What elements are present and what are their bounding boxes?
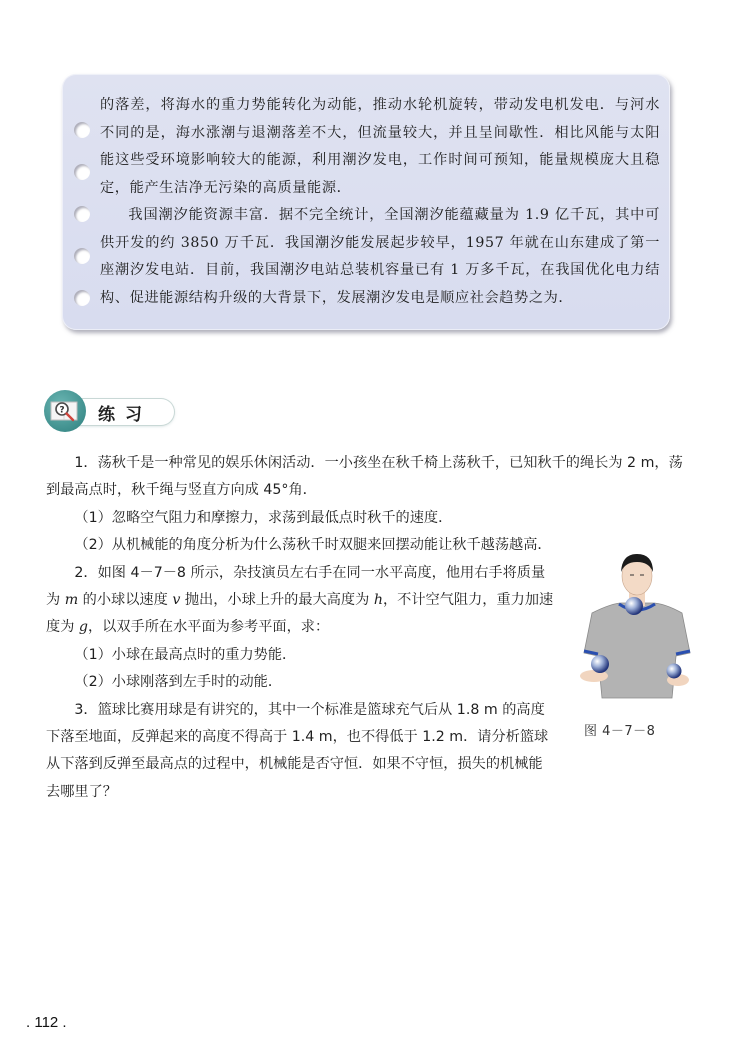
binder-hole-icon bbox=[74, 122, 90, 138]
reading-paragraph-1: 的落差，将海水的重力势能转化为动能，推动水轮机旋转，带动发电机发电．与河水不同的是，海水涨潮与退潮落差不大，但流量较大，并且呈间歇性．相比风能与太阳能这些受环境影响较大的能源，利用潮汐发电，工作时间可预知，能量规模庞大且稳定，能产生洁净无污染的高质量能源． bbox=[100, 97, 660, 196]
exercise-2-text: 的小球以速度 bbox=[78, 592, 173, 609]
exercise-1-part-2: （2）从机械能的角度分析为什么荡秋千时双腿来回摆动能让秋千越荡越高． bbox=[74, 537, 552, 554]
juggler-illustration bbox=[572, 548, 702, 713]
reading-paragraph-2: 我国潮汐能资源丰富．据不完全统计，全国潮汐能蕴藏量为 1.9 亿千瓦，其中可供开发的约 3850 万千瓦．我国潮汐能发展起步较早，1957 年就在山东建成了第一座潮汐发电站．目前，我国潮汐电站总装机容量已有 1 万多千瓦，在我国优化电力结构、促进能源结构升级的大背景下，发展潮汐发电是顺应社会趋势之为． bbox=[100, 207, 660, 306]
practice-badge bbox=[44, 390, 86, 432]
exercise-2 bbox=[46, 560, 556, 807]
svg-text:?: ? bbox=[59, 405, 65, 416]
variable-m: m bbox=[64, 592, 79, 609]
exercise-2-text: ，以双手所在水平面为参考平面，求： bbox=[87, 619, 330, 636]
magnifier-question-icon bbox=[50, 399, 80, 423]
ball-icon bbox=[591, 655, 609, 673]
figure-juggler bbox=[572, 548, 702, 748]
exercise-1-stem: 1．荡秋千是一种常见的娱乐休闲活动．一小孩坐在秋千椅上荡秋千，已知秋千的绳长为 2 m，荡到最高点时，秋千绳与竖直方向成 45°角． bbox=[46, 455, 683, 499]
variable-g: g bbox=[78, 619, 88, 636]
binder-hole-icon bbox=[74, 248, 90, 264]
exercise-3-stem: 3．篮球比赛用球是有讲究的，其中一个标准是篮球充气后从 1.8 m 的高度下落至地面，反弹起来的高度不得高于 1.4 m，也不得低于 1.2 m．请分析篮球从下落到反弹至最高点的过程中，机械能是否守恒．如果不守恒，损失的机械能去哪里了？ bbox=[46, 701, 549, 800]
practice-title: 练习 bbox=[98, 405, 152, 425]
exercise-2-text: ，不计空气阻力，重力加速度为 bbox=[46, 592, 554, 636]
binder-hole-icon bbox=[74, 290, 90, 306]
binder-hole-icon bbox=[74, 206, 90, 222]
binder-hole-icon bbox=[74, 164, 90, 180]
variable-v: v bbox=[172, 592, 181, 609]
exercise-1-part-1: （1）忽略空气阻力和摩擦力，求荡到最低点时秋千的速度． bbox=[74, 509, 453, 526]
exercise-2-part-2: （2）小球刚落到左手时的动能． bbox=[74, 674, 283, 691]
binder-holes bbox=[74, 122, 94, 332]
exercise-2-stem bbox=[46, 560, 556, 642]
page-number: . 112 . bbox=[26, 1014, 67, 1031]
reading-text bbox=[100, 92, 660, 312]
exercise-2-part-1: （1）小球在最高点时的重力势能． bbox=[74, 646, 297, 663]
ball-icon bbox=[625, 597, 643, 615]
variable-h: h bbox=[373, 592, 383, 609]
exercise-2-text: 2．如图 4－7－8 所示，杂技演员左右手在同一水平高度，他用右手将质量为 bbox=[46, 564, 546, 609]
exercise-2-text: 抛出，小球上升的最大高度为 bbox=[180, 592, 374, 609]
practice-section-header bbox=[44, 390, 164, 430]
ball-icon bbox=[667, 664, 682, 679]
reading-card bbox=[62, 74, 670, 330]
figure-caption: 图 4－7－8 bbox=[584, 724, 656, 739]
